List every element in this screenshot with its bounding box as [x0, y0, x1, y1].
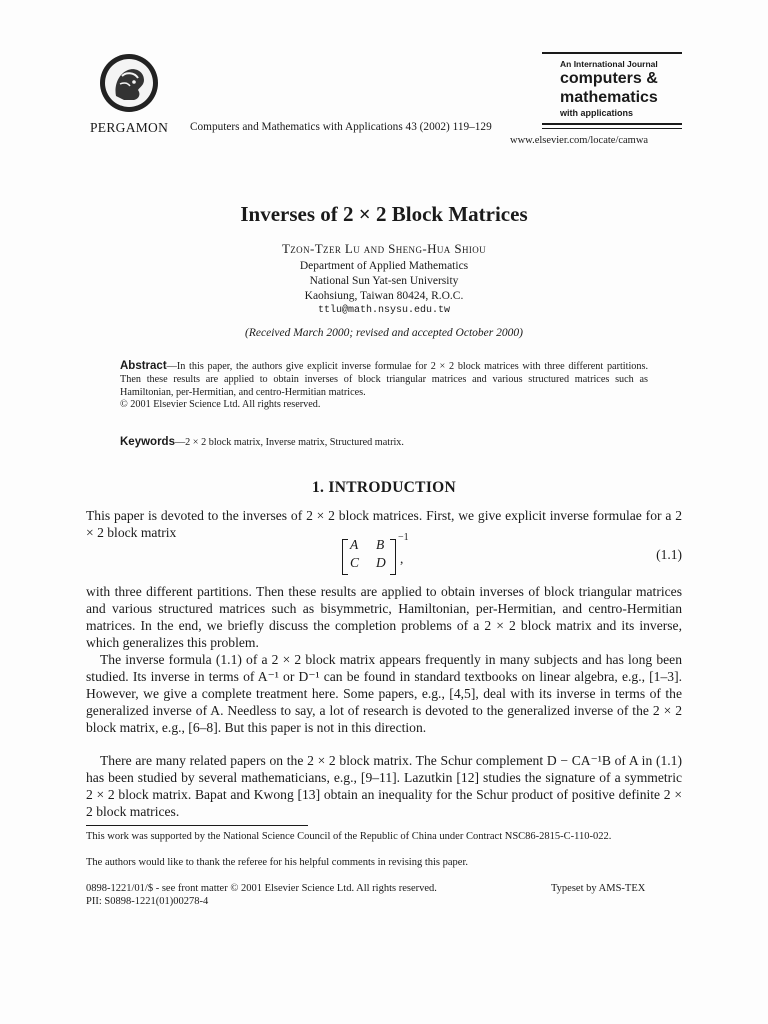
matrix-right-bracket [390, 539, 396, 575]
journal-tag: An International Journal [560, 59, 658, 69]
equation-1-1 [342, 532, 682, 577]
intro-paragraph-2: with three different partitions. Then these results are applied to obtain inverses of block triangular matrices and various structured matrices such as bisymmetric, Hamiltonian, per-Hermitian, and centro-Hermitian matrices. In the end, we briefly discuss the completion problems of a 2 × 2 block matrix and its inverse, which generalizes this problem. [86, 584, 682, 650]
intro-paragraph-1: This paper is devoted to the inverses of 2 × 2 block matrices. First, we give explicit inverse formulae for a 2 × 2 block matrix [86, 508, 682, 540]
matrix-entry-a: A [350, 537, 359, 552]
matrix-entry-d: D [376, 555, 386, 570]
affiliation-univ: National Sun Yat-sen University [309, 275, 459, 287]
section-heading: 1. INTRODUCTION [311, 479, 456, 496]
matrix-entry-c: C [350, 555, 360, 570]
paper-title: Inverses of 2 × 2 Block Matrices [240, 202, 528, 226]
matrix-entry-b: B [376, 537, 385, 552]
intro-paragraph-3: The inverse formula (1.1) of a 2 × 2 block matrix appears frequently in many subjects and has long been studied. Its inverse in terms of A⁻¹ or D⁻¹ can be found in standard textbooks on linear algebra, e.g., [1–3]. However, we give a complete treatment here. Some papers, e.g., [4,5], deal with its inverse in terms of the generalized inverse of A. Needless to say, a lot of research is devoted to the generalized inverse of the 2 × 2 block matrix, e.g., [6–8]. But this paper is not in this direction. [86, 652, 682, 735]
paper-authors: Tzon-Tzer Lu and Sheng-Hua Shiou [281, 241, 487, 256]
abstract [120, 360, 648, 412]
keywords-label: Keywords [120, 436, 175, 448]
issn-line: 0898-1221/01/$ - see front matter © 2001 Elsevier Science Ltd. All rights reserved. [86, 883, 437, 894]
journal-bottom-rule-2 [542, 128, 682, 129]
matrix-comma: , [400, 551, 404, 566]
publisher-logo [98, 52, 160, 114]
keywords [120, 436, 648, 448]
abstract-text: —In this paper, the authors give explicit inverse formulae for 2 × 2 block matrices with three different partitions. Then these results are applied to obtain inverses of block triangular matrices and various structured matrices such as Hamiltonian, per-Hermitian, and centro-Hermitian matrices. [120, 361, 648, 398]
matrix-left-bracket [342, 539, 348, 575]
journal-line1: computers & [560, 70, 658, 87]
typeset-note: Typeset by AMS-TEX [551, 883, 646, 894]
footnote-rule [86, 825, 308, 826]
abstract-label: Abstract [120, 360, 167, 372]
publisher-name: PERGAMON [90, 120, 169, 135]
journal-url: www.elsevier.com/locate/camwa [510, 135, 649, 146]
footnote-thanks: The authors would like to thank the referee for his helpful comments in revising this paper. [86, 857, 468, 868]
journal-line2: mathematics [560, 89, 658, 106]
author-email: ttlu@math.nsysu.edu.tw [317, 305, 451, 316]
pii-line: PII: S0898-1221(01)00278-4 [86, 896, 209, 907]
intro-paragraph-4: There are many related papers on the 2 × 2 block matrix. The Schur complement D − CA⁻¹B of A in (1.1) has been studied by several mathematicians, e.g., [9–11]. Lazutkin [12] studies the signature of a symmetric 2 × 2 block matrix. Bapat and Kwong [13] obtain an inequality for the Schur product of positive definite 2 × 2 block matrices. [86, 753, 682, 819]
footnote-funding: This work was supported by the National Science Council of the Republic of China under Contract NSC86-2815-C-110-022. [86, 831, 612, 842]
journal-citation: Computers and Mathematics with Applications 43 (2002) 119–129 [190, 121, 492, 133]
affiliation-city: Kaohsiung, Taiwan 80424, R.O.C. [304, 290, 464, 302]
affiliation-dept: Department of Applied Mathematics [299, 260, 469, 272]
journal-line3: with applications [560, 108, 634, 118]
equation-label: (1.1) [656, 547, 682, 562]
journal-bottom-rule-1 [542, 123, 682, 125]
keywords-text: —2 × 2 block matrix, Inverse matrix, Structured matrix. [174, 437, 404, 448]
abstract-copyright: © 2001 Elsevier Science Ltd. All rights reserved. [120, 399, 321, 411]
journal-top-rule [542, 52, 682, 54]
matrix-exponent: −1 [398, 532, 409, 543]
received-dates: (Received March 2000; revised and accepted October 2000) [245, 327, 523, 339]
pergamon-logo-icon [98, 52, 160, 114]
